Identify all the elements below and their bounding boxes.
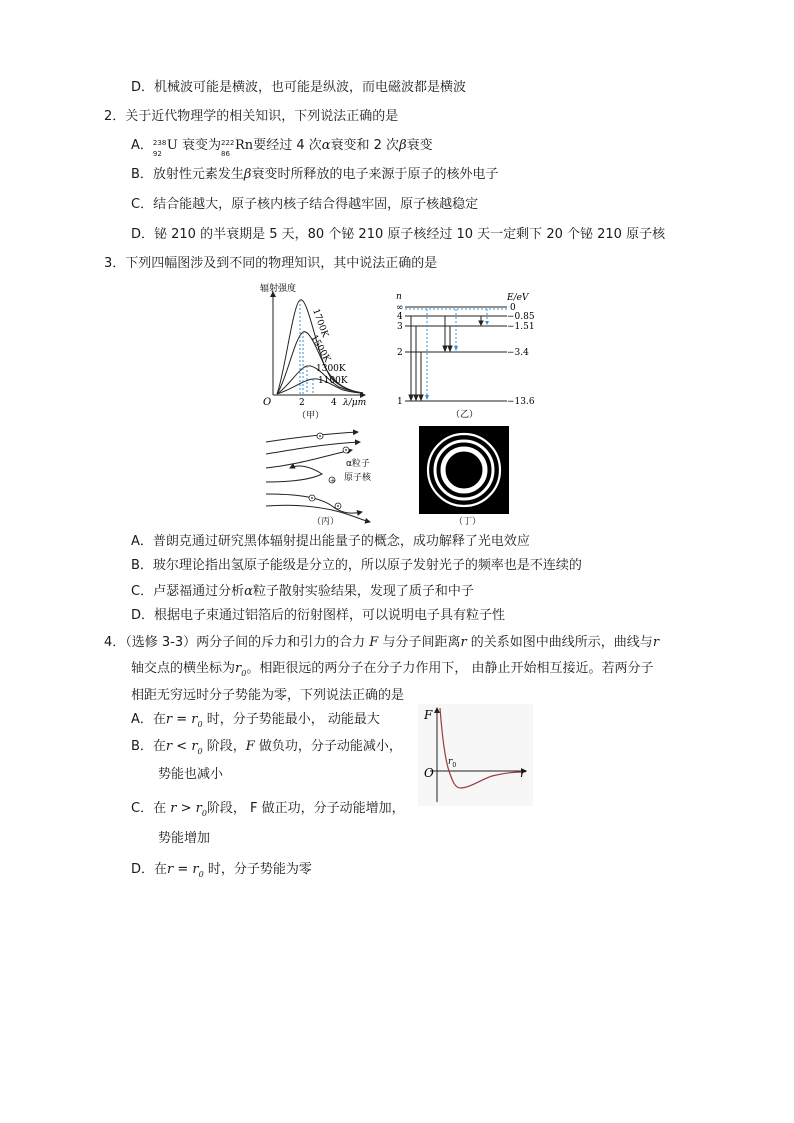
q4-option-d: D．在$r = r_0$ 时，分子势能为零	[131, 862, 312, 879]
jia-caption: （甲）	[297, 411, 325, 421]
yi-n-label: n	[396, 292, 402, 302]
jia-xlabel: λ/μm	[343, 398, 367, 408]
q3-option-b: B．玻尔理论指出氢原子能级是分立的，所以原子发射光子的频率也是不连续的	[131, 558, 582, 573]
transitions-to-n2	[443, 316, 452, 351]
q2-option-c: C．结合能越大，原子核内核子结合得越牢固，原子核越稳定	[131, 197, 479, 212]
figure-energy-levels	[393, 290, 538, 422]
origin-label: O	[424, 766, 434, 780]
label-1700k: 1700K	[310, 307, 330, 339]
bing-caption: （丙）	[312, 517, 340, 527]
e-4: −0.85	[507, 312, 535, 322]
yi-caption: （乙）	[451, 410, 479, 420]
force-figure-background	[418, 704, 533, 806]
figure-electron-diffraction	[419, 426, 509, 514]
yi-e-label: E/eV	[507, 293, 529, 303]
q3-option-d: D．根据电子束通过铝箔后的衍射图样，可以说明电子具有粒子性	[131, 608, 506, 623]
ionization-arrow-n2	[454, 346, 458, 351]
q4-stem-line2: 轴交点的横坐标为$r_0$。相距很远的两分子在分子力作用下， 由静止开始相互接近。若两分子	[131, 661, 654, 678]
label-1100k: 1100K	[318, 376, 348, 386]
q4-option-b: B．在$r < r_0$ 阶段，F 做负功，分子动能减小，	[131, 739, 402, 756]
ionization-arrow-n3	[485, 321, 489, 325]
n-2: 2	[397, 348, 403, 358]
jia-origin: O	[263, 397, 272, 408]
nucleus-label: 原子核	[344, 473, 372, 483]
diffraction-center	[455, 461, 473, 479]
nucleus-plus: +	[330, 477, 336, 485]
alpha-track-1	[266, 432, 358, 442]
figure-force-distance	[418, 704, 533, 806]
alpha-track-3	[266, 450, 352, 468]
q2-option-a: A． 238 92 U 衰变为 222 86 Rn要经过 4 次α衰变和 2 次β衰变	[131, 138, 433, 158]
e-inf: 0	[510, 303, 516, 313]
q4-stem-line3: 相距无穷远时分子势能为零，下列说法正确的是	[131, 688, 405, 703]
transitions-to-n3	[479, 316, 483, 325]
q4-option-a: A．在$r = r_0$ 时，分子势能最小， 动能最大	[131, 712, 380, 729]
n-inf: ∞	[396, 303, 404, 313]
jia-xtick-2: 2	[299, 398, 305, 408]
q3-option-a: A．普朗克通过研究黑体辐射提出能量子的概念，成功解释了光电效应	[131, 534, 530, 549]
label-1500k: 1500K	[308, 333, 332, 365]
n-1: 1	[397, 397, 403, 407]
e-1: −13.6	[507, 397, 535, 407]
q2-option-b: B．放射性元素发生β衰变时所释放的电子来源于原子的核外电子	[131, 167, 499, 182]
q1-option-d: D．机械波可能是横波，也可能是纵波，而电磁波都是横波	[131, 80, 467, 95]
ding-caption: （丁）	[454, 517, 482, 527]
label-1300k: 1300K	[316, 364, 346, 374]
r-axis-label: r	[520, 766, 526, 780]
jia-ylabel: 辐射强度	[260, 284, 297, 294]
r0-label: $r_0$	[448, 757, 457, 769]
e-2: −3.4	[507, 348, 529, 358]
q2-option-d: D．铋 210 的半衰期是 5 天，80 个铋 210 原子核经过 10 天一定剩下 20 个铋 210 原子核	[131, 227, 666, 242]
q4-option-c-line2: 势能增加	[158, 831, 211, 846]
alpha-label: α粒子	[346, 459, 370, 469]
jia-xtick-4: 4	[331, 398, 337, 408]
n-4: 4	[397, 312, 403, 322]
f-axis-label: F	[424, 708, 433, 722]
q4-option-c: C．在 $r > r_0$阶段， F 做正功，分子动能增加，	[131, 801, 405, 818]
figure-alpha-scattering	[262, 428, 387, 528]
n-3: 3	[397, 322, 403, 332]
q3-option-c: C．卢瑟福通过分析α粒子散射实验结果，发现了质子和中子	[131, 584, 474, 599]
q4-option-b-line2: 势能也减小	[158, 767, 224, 782]
q4-stem-line1: 4．（选修 3-3）两分子间的斥力和引力的合力 F 与分子间距离r 的关系如图中曲线所示，曲线与r	[104, 635, 660, 650]
q3-stem: 3．下列四幅图涉及到不同的物理知识，其中说法正确的是	[104, 256, 438, 271]
q2-stem: 2．关于近代物理学的相关知识，下列说法正确的是	[104, 109, 399, 124]
alpha-track-4	[266, 466, 322, 482]
transitions-to-n1	[409, 316, 423, 400]
figure-blackbody-radiation	[255, 282, 370, 422]
e-3: −1.51	[507, 322, 535, 332]
ionization-arrow-n1	[425, 395, 429, 400]
